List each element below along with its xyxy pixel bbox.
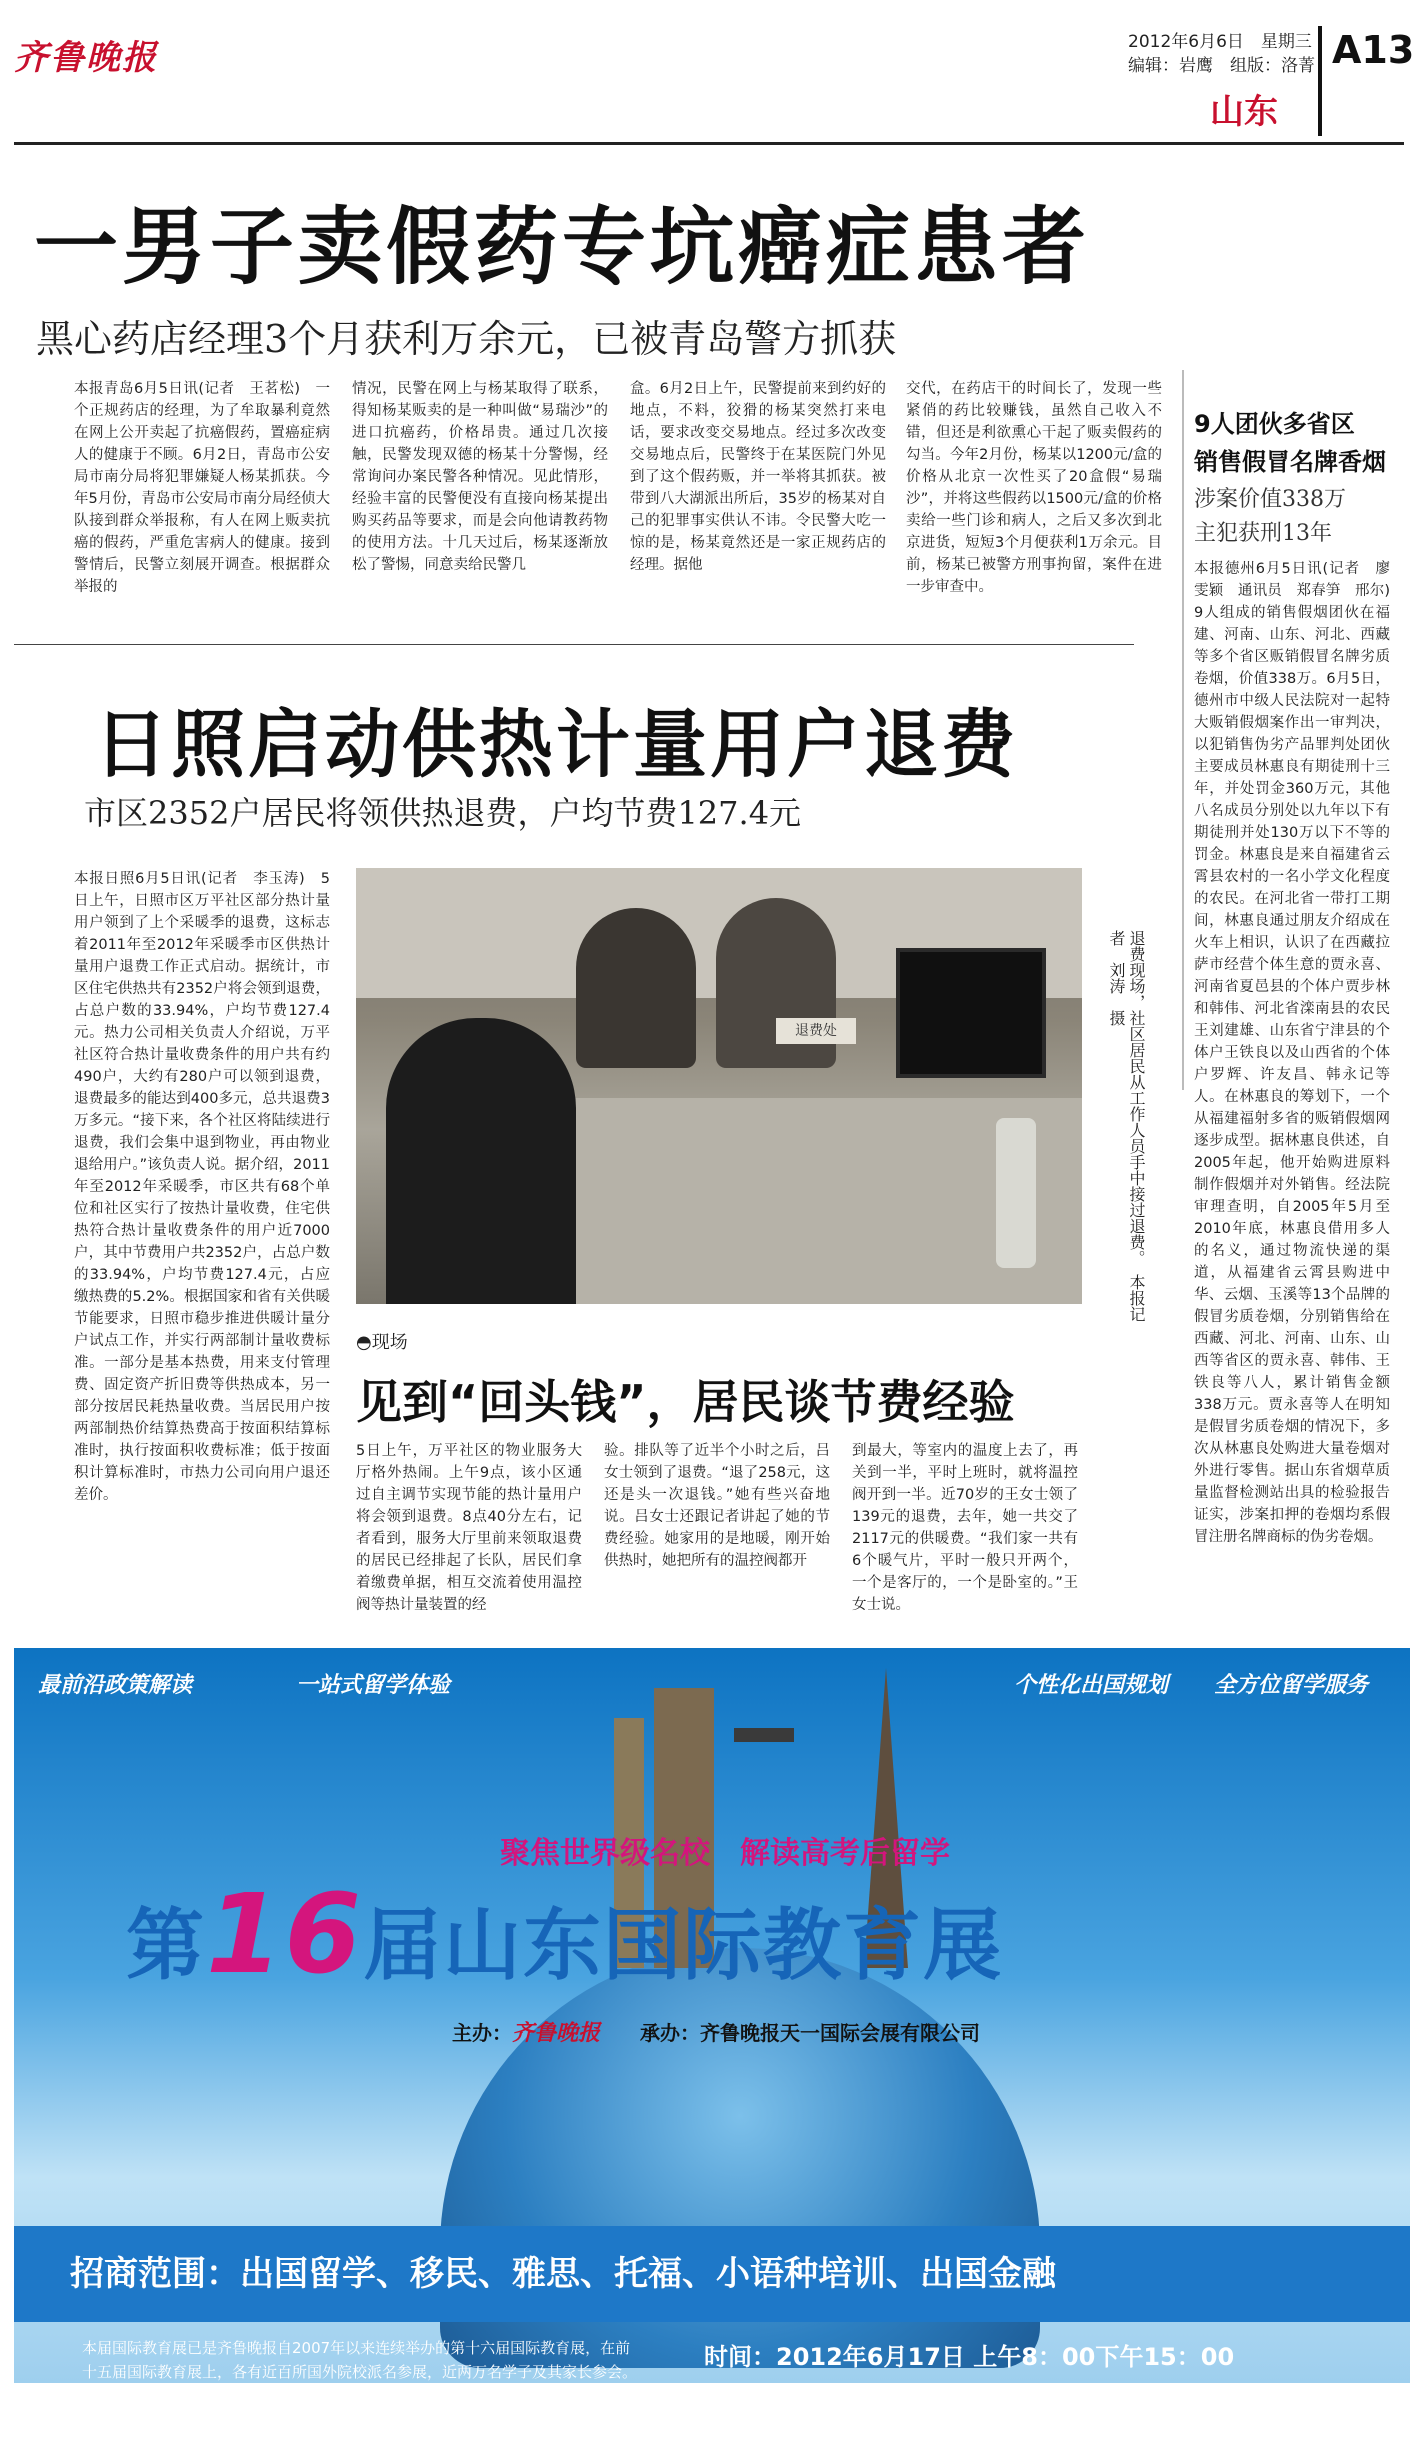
ad-tag: 最前沿政策解读 [38, 1673, 193, 1698]
ad-host-line: 主办：齐鲁晚报 承办：齐鲁晚报天一国际会展有限公司 [452, 2021, 981, 2046]
photo-refund-sign: 退费处 [776, 1018, 856, 1044]
photo-caption: 退费现场，社区居民从工作人员手中接过退费。 本报记者 刘涛 摄 [1107, 930, 1146, 1322]
photo-resident [576, 908, 696, 1068]
story2-subheadline: 市区2352户居民将领供热退费，户均节费127.4元 [84, 794, 802, 832]
scene-column-2: 验。排队等了近半个小时之后，吕女士领到了退费。“退了258元，这还是头一次退钱。”她有些兴奋地说。吕女士还跟记者讲起了她的节费经验。她家用的是地暖，刚开始供热时，她把所有的温控阀都开 [604, 1443, 830, 1569]
education-expo-ad [14, 1648, 1410, 2455]
sidebar-headline-1: 9人团伙多省区 [1194, 410, 1355, 438]
ad-tag: 个性化出国规划 [1014, 1673, 1169, 1698]
ad-title: 第16届山东国际教育展 [126, 1870, 1004, 1998]
issue-date: 2012年6月6日 [1128, 32, 1244, 52]
section-name: 山东 [1210, 92, 1278, 132]
sidebar-headline-2: 销售假冒名牌香烟 [1194, 448, 1386, 476]
photo-staff-member [386, 1018, 576, 1304]
masthead-divider [1318, 26, 1322, 136]
editors: 编辑：岩鹰 组版：洛菁 [1128, 56, 1315, 76]
photo-monitor [896, 948, 1046, 1078]
scene-headline: 见到“回头钱”，居民谈节费经验 [356, 1375, 1015, 1429]
camera-icon: ◓ [356, 1332, 372, 1353]
sidebar-divider [1182, 370, 1184, 1090]
edition-number: 16 [206, 1870, 364, 1998]
photo-water-bottle [996, 1118, 1036, 1268]
ad-tag: 全方位留学服务 [1214, 1673, 1369, 1698]
event-phone: 咨询电话：0531-85196195 / 85196197 / 85196575 [704, 2427, 1353, 2455]
masthead [0, 0, 1417, 140]
host-logo: 齐鲁晚报 [512, 2021, 601, 2046]
event-venue: 地点：济南舜耕国际会展中心（市中区舜耕路28号） [704, 2385, 1266, 2413]
organizer: 承办：齐鲁晚报天一国际会展有限公司 [640, 2021, 981, 2045]
story2-column-1: 本报日照6月5日讯(记者 李玉涛) 5日上午，日照市区万平社区部分热计量用户领到了上个采暖季的退费，这标志着2011年至2012年采暖季市区供热计量用户退费工作正式启动。据统计，市区住宅供热共有2352户将会领到退费，占总户数的33.94%，户均节费127.4元。热力公司相关负责人介绍说，万平社区符合热计量收费条件的用户共有约490户，大约有280户可以领到退费，退费最多的能达到400多元，总共退费3万多元。“接下来，各个社区将陆续进行退费，我们会集中退到物业，再由物业退给用户。”该负责人说。据介绍，2011年至2012年采暖季，市区共有68个单位和社区实行了按热计量收费，住宅供热符合热计量收费条件的用户近7000户，其中节费用户共2352户，占总户数的33.94%，户均节费127.4元，占应缴热费的5.2%。根据国家和省有关供暖节能要求，日照市稳步推进供暖计量分户试点工作，并实行两部制计量收费标准。一部分是基本热费，用来支付管理费、固定资产折旧费等供热成本，另一部分按居民耗热量收费。当居民用户按两部制热价结算热费高于按面积结算标准时，执行按面积收费标准；低于按面积计算标准时，市热力公司向用户退还差价。 [74, 871, 330, 1503]
ad-intro: 本届国际教育展已是齐鲁晚报自2007年以来连续举办的第十六届国际教育展，在前十五届国际教育展上，各有近百所国外院校派名参展，近两万名学子及其家长参会。本报举办的国际教育展已发展为省内规模最大、影响最广、内容最全、口碑最好、人气最旺的展会。 [82, 2339, 638, 2429]
story1-column-3: 盒。6月2日上午，民警提前来到约好的地点，不料，狡猾的杨某突然打来电话，要求改变交易地点。经过多次改变交易地点后，民警终于在某医院门外见到了这个假药贩，并一举将其抓获。被带到八大湖派出所后，35岁的杨某对自己的犯罪事实供认不讳。令民警大吃一惊的是，杨某竟然还是一家正规药店的经理。据他 [630, 381, 886, 573]
scene-column-3: 到最大，等室内的温度上去了，再关到一半，平时上班时，就将温控阀开到一半。近70岁的王女士领了139元的退费，去年，她一共交了2117元的供暖费。“我们家一共有6个暖气片，平时一般只开两个，一个是客厅的，一个是卧室的。”王女士说。 [852, 1443, 1078, 1613]
story1-column-4: 交代，在药店干的时间长了，发现一些紧俏的药比较赚钱，虽然自己收入不错，但还是利欲熏心干起了贩卖假药的勾当。今年2月份，杨某以1200元/盒的价格从北京一次性买了20盒假“易瑞沙”，并将这些假药以1500元/盒的价格卖给一些门诊和病人，之后又多次到北京进货，短短3个月便获利1万余元。目前，杨某已被警方刑事拘留，案件在进一步审查中。 [906, 381, 1162, 595]
story1-subheadline: 黑心药店经理3个月获利万余元，已被青岛警方抓获 [36, 317, 897, 361]
newspaper-brand: 齐鲁晚报 [14, 38, 158, 78]
sidebar-subheadline-1: 涉案价值338万 [1194, 487, 1346, 512]
issue-meta [1128, 30, 1315, 78]
sidebar-body: 本报德州6月5日讯(记者 廖雯颖 通讯员 郑春笋 邢尔) 9人组成的销售假烟团伙在福建、河南、山东、河北、西藏等多个省区贩销假冒名牌劣质卷烟，价值338万。6月5日，德州市中级人民法院对一起特大贩销假烟案作出一审判决，以犯销售伪劣产品罪判处团伙主要成员林惠良有期徒刑十三年，并处罚金360万元，其他八名成员分别处以九年以下有期徒刑并处130万以下不等的罚金。林惠良是来自福建省云霄县农村的一名小学文化程度的农民。在河北省一带打工期间，林惠良通过朋友介绍成在火车上相识，认识了在西藏拉萨市经营个体生意的贾永喜、河南省夏邑县的个体户贾步林和韩伟、河北省滦南县的农民王刘建雄、山东省宁津县的个体户王铁良以及山西省的个体户罗辉、许友昌、韩永记等人。在林惠良的筹划下，一个从福建福射多省的贩销假烟网逐步成型。据林惠良供述，自2005年起，他开始购进原料制作假烟并对外销售。经法院审理查明，自2005年5月至2010年底，林惠良借用多人的名义，通过物流快递的渠道，从福建省云霄县购进中华、云烟、玉溪等13个品牌的假冒劣质卷烟，分别销售给在西藏、河北、河南、山东、山西等省区的贾永喜、韩伟、王铁良等八人，累计销售金额338万元。贾永喜等人在明知是假冒劣质卷烟的情况下，多次从林惠良处购进大量卷烟对外进行零售。据山东省烟草质量监督检测站出具的检验报告证实，涉案扣押的卷烟均系假冒注册名牌商标的伪劣卷烟。 [1194, 561, 1405, 1545]
airplane-icon [734, 1728, 794, 1742]
ad-scope: 招商范围：出国留学、移民、雅思、托福、小语种培训、出国金融 [70, 2254, 1056, 2294]
news-photo [356, 868, 1082, 1304]
photo-desk [496, 1098, 1082, 1304]
sidebar-subheadline-2: 主犯获刑13年 [1194, 521, 1332, 546]
top-rule [14, 142, 1404, 145]
issue-weekday: 星期三 [1260, 32, 1312, 52]
story1-column-2: 情况，民警在网上与杨某取得了联系，得知杨某贩卖的是一种叫做“易瑞沙”的进口抗癌药，价格昂贵。通过几次接触，民警发现双德的杨某十分警惕，经常询问办案民警各种情况。见此情形，经验丰富的民警便没有直接向杨某提出购买药品等要求，而是会向他请教药物的使用方法。十几天过后，杨某逐渐放松了警惕，同意卖给民警几 [352, 381, 608, 573]
story1-column-1: 本报青岛6月5日讯(记者 王茗松) 一个正规药店的经理，为了牟取暴利竟然在网上公开卖起了抗癌假药，置癌症病人的健康于不顾。6月2日，青岛市公安局市南分局将犯罪嫌疑人杨某抓获。今年5月份，青岛市公安局市南分局经侦大队接到群众举报称，有人在网上贩卖抗癌的假药，严重危害病人的健康。接到警情后，民警立刻展开调查。根据群众举报的 [74, 381, 330, 595]
story2-headline: 日照启动供热计量用户退费 [94, 702, 1018, 788]
mid-rule [14, 644, 1134, 645]
ad-event-info [704, 2336, 1353, 2462]
story1-headline: 一男子卖假药专坑癌症患者 [34, 198, 1091, 296]
page-number: A13 [1332, 28, 1415, 72]
scene-kicker: ◓现场 [356, 1332, 408, 1353]
ad-tag: 一站式留学体验 [296, 1673, 451, 1698]
ad-slogan: 聚焦世界级名校 解读高考后留学 [500, 1836, 950, 1871]
scene-column-1: 5日上午，万平社区的物业服务大厅格外热闹。上午9点，该小区通过自主调节实现节能的热计量用户将会领到退费。8点40分左右，记者看到，服务大厅里前来领取退费的居民已经排起了长队，居民们拿着缴费单据，相互交流着使用温控阀等热计量装置的经 [356, 1443, 582, 1613]
event-time: 时间：2012年6月17日 上午8：00下午15：00 [704, 2343, 1235, 2371]
